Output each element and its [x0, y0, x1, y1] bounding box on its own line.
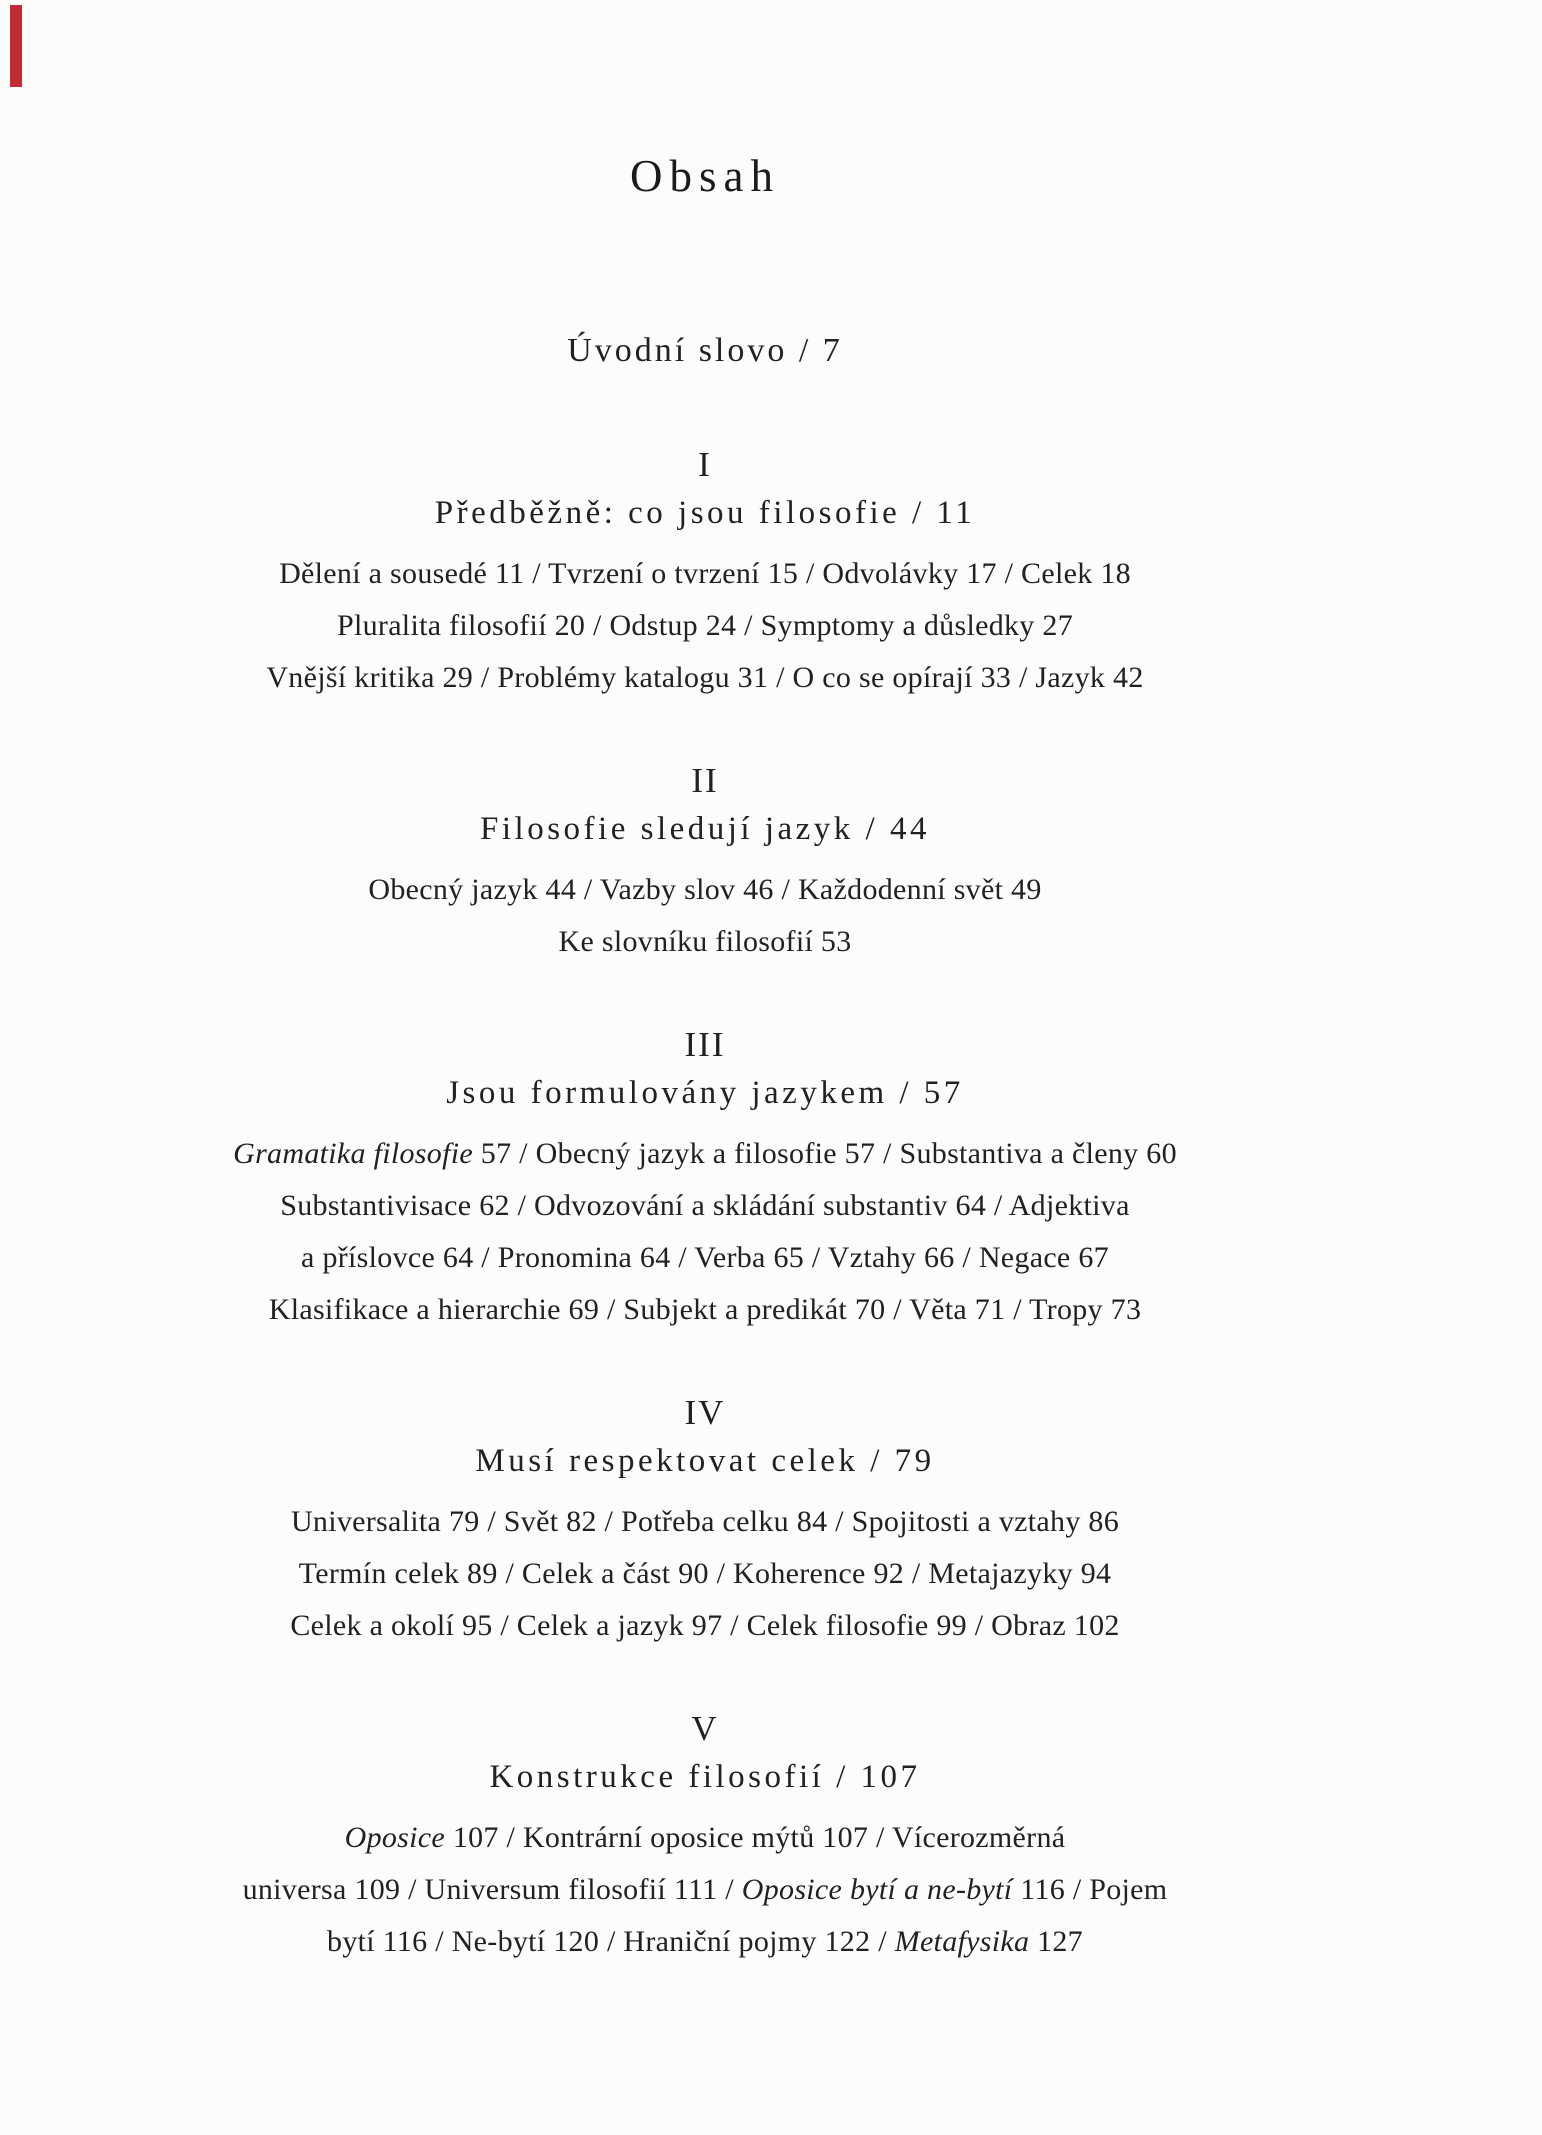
red-edge-mark — [10, 5, 22, 87]
toc-section — [200, 1022, 1210, 1336]
toc-line — [200, 1916, 1210, 1968]
toc-line — [200, 1128, 1210, 1180]
toc-line-segment: Ke slovníku filosofií 53 — [558, 925, 852, 958]
section-numeral: V — [691, 1709, 719, 1748]
section-lines — [200, 1128, 1210, 1336]
toc-section — [200, 1390, 1210, 1652]
section-numeral: I — [698, 445, 712, 484]
intro-entry: Úvodní slovo / 7 — [567, 332, 843, 369]
toc-line-segment: 107 / Kontrární oposice mýtů 107 / Vícerozměrná — [445, 1821, 1066, 1854]
section-lines — [200, 864, 1210, 968]
toc-line — [200, 1284, 1210, 1336]
toc-line-segment: Celek a okolí 95 / Celek a jazyk 97 / Celek filosofie 99 / Obraz 102 — [290, 1609, 1120, 1642]
toc-line — [200, 1812, 1210, 1864]
toc-content — [200, 0, 1210, 1968]
section-heading: Jsou formulovány jazykem / 57 — [446, 1075, 964, 1111]
toc-line-segment: Vnější kritika 29 / Problémy katalogu 31 / O co se opírají 33 / Jazyk 42 — [266, 661, 1144, 694]
toc-line — [200, 864, 1210, 916]
toc-line-segment: Dělení a sousedé 11 / Tvrzení o tvrzení 15 / Odvolávky 17 / Celek 18 — [279, 557, 1131, 590]
toc-line-segment: Obecný jazyk 44 / Vazby slov 46 / Každodenní svět 49 — [368, 873, 1042, 906]
toc-line-segment: Substantivisace 62 / Odvozování a skládání substantiv 64 / Adjektiva — [280, 1189, 1130, 1222]
toc-line — [200, 1548, 1210, 1600]
toc-line-segment: 127 — [1029, 1925, 1083, 1958]
toc-line-segment: Termín celek 89 / Celek a část 90 / Koherence 92 / Metajazyky 94 — [298, 1557, 1112, 1590]
toc-line — [200, 1232, 1210, 1284]
page-title: Obsah — [630, 151, 780, 201]
toc-line — [200, 1496, 1210, 1548]
toc-section — [200, 1706, 1210, 1968]
toc-line-italic-segment: Oposice — [344, 1821, 446, 1854]
section-heading: Předběžně: co jsou filosofie / 11 — [434, 495, 976, 531]
toc-line — [200, 652, 1210, 704]
toc-line — [200, 1864, 1210, 1916]
toc-line-italic-segment: Metafysika — [894, 1925, 1030, 1958]
toc-line — [200, 548, 1210, 600]
toc-line-segment: universa 109 / Universum filosofií 111 / — [242, 1873, 742, 1906]
sections — [200, 442, 1210, 1968]
section-lines — [200, 1812, 1210, 1968]
section-heading: Konstrukce filosofií / 107 — [489, 1759, 921, 1795]
toc-line-segment: Klasifikace a hierarchie 69 / Subjekt a predikát 70 / Věta 71 / Tropy 73 — [268, 1293, 1142, 1326]
toc-line — [200, 916, 1210, 968]
toc-line-segment: bytí 116 / Ne-bytí 120 / Hraniční pojmy 122 / — [327, 1925, 895, 1958]
toc-line — [200, 600, 1210, 652]
section-heading: Filosofie sledují jazyk / 44 — [480, 811, 930, 847]
toc-line-segment: 57 / Obecný jazyk a filosofie 57 / Substantiva a členy 60 — [472, 1137, 1177, 1170]
toc-section — [200, 758, 1210, 968]
toc-line-segment: a příslovce 64 / Pronomina 64 / Verba 65 / Vztahy 66 / Negace 67 — [301, 1241, 1109, 1274]
section-numeral: IV — [684, 1393, 726, 1432]
toc-line-segment: 116 / Pojem — [1012, 1873, 1168, 1906]
section-lines — [200, 548, 1210, 704]
toc-section — [200, 442, 1210, 704]
toc-line-italic-segment: Gramatika filosofie — [233, 1137, 473, 1170]
toc-line-segment: Pluralita filosofií 20 / Odstup 24 / Symptomy a důsledky 27 — [336, 609, 1073, 642]
section-numeral: III — [684, 1025, 726, 1064]
section-heading: Musí respektovat celek / 79 — [475, 1443, 935, 1479]
toc-line — [200, 1180, 1210, 1232]
section-lines — [200, 1496, 1210, 1652]
toc-line-italic-segment: Oposice bytí a ne-bytí — [741, 1873, 1013, 1906]
section-numeral: II — [691, 761, 719, 800]
toc-line-segment: Universalita 79 / Svět 82 / Potřeba celku 84 / Spojitosti a vztahy 86 — [290, 1505, 1120, 1538]
toc-line — [200, 1600, 1210, 1652]
